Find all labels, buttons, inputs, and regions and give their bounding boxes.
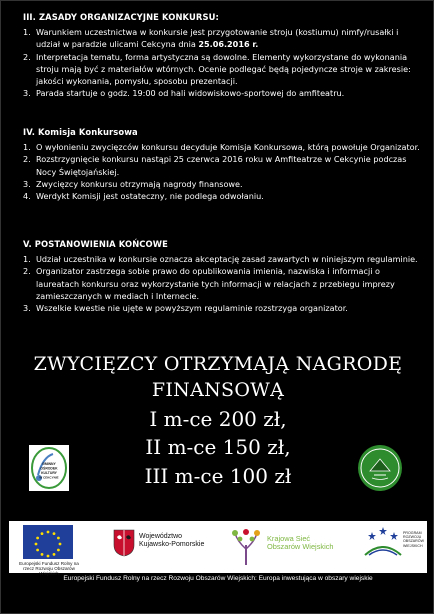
item-text: Warunkiem uczestnictwa w konkursie jest przygotowanie stroju (kostiumu) nimfy/rusałki i udział w paradzie ulicami Cekcyna dnia xyxy=(36,27,399,50)
item-text: Wszelkie kwestie nie ujęte w powyższym regulaminie rozstrzyga organizator. xyxy=(36,303,348,314)
prize-heading-2: FINANSOWĄ xyxy=(151,379,285,401)
prow-logo-icon xyxy=(363,525,403,561)
item-number: 3. xyxy=(23,178,31,189)
gok-text-4: W CEKCYNIE xyxy=(39,475,59,480)
item-number: 1. xyxy=(23,142,31,152)
sponsor-logos-band xyxy=(9,521,427,576)
coat-of-arms-icon xyxy=(113,529,135,557)
item-number: 2. xyxy=(23,51,31,62)
eu-caption: Europejski Fundusz Rolny na rzecz Rozwoju Obszarów Wiejskich xyxy=(19,561,79,576)
list-item xyxy=(23,178,423,190)
section-heading: IV. Komisja Konkursowa xyxy=(23,127,138,137)
item-number: 3. xyxy=(23,303,31,314)
prize-third-place: III m-ce 100 zł xyxy=(144,464,292,488)
list-item xyxy=(23,51,423,88)
item-number: 4. xyxy=(23,191,31,202)
ksow-label xyxy=(267,535,334,552)
section-final-provisions xyxy=(23,238,423,314)
list-item xyxy=(23,253,423,265)
gok-text-2: OŚRODEK xyxy=(40,466,58,471)
list-item xyxy=(23,141,423,153)
prize-second-place: II m-ce 150 zł, xyxy=(145,435,291,459)
gok-logo xyxy=(29,445,69,491)
item-number: 3. xyxy=(23,88,31,99)
item-text: Organizator zastrzega sobie prawo do opublikowania imienia, nazwiska i informacji o laureatach konkursu oraz wykorzystanie tych informacji w relacjach z przebiegu imprezy zamieszczanych w mediach i Internecie. xyxy=(36,266,395,301)
list-item xyxy=(23,87,423,99)
item-text: Werdykt Komisji jest ostateczny, nie podlega odwołaniu. xyxy=(36,191,264,202)
item-text: Parada startuje o godz. 19:00 od hali widowiskowo-sportowej do amfiteatru. xyxy=(36,88,345,99)
list-item xyxy=(23,302,423,314)
gok-text-3: KULTURY xyxy=(41,471,57,475)
ksow-tree-icon xyxy=(229,527,263,567)
list-item xyxy=(23,26,423,51)
item-number: 2. xyxy=(23,154,31,165)
list-item xyxy=(23,190,423,202)
footer-caption: Europejski Fundusz Rolny na rzecz Rozwoju Obszarów Wiejskich: Europa inwestująca w obszary wiejskie xyxy=(63,575,373,582)
gok-emblem-icon xyxy=(29,445,69,491)
section-heading: III. ZASADY ORGANIZACYJNE KONKURSU: xyxy=(23,12,219,22)
eu-flag-icon xyxy=(23,525,73,559)
woj-line-1: Województwo xyxy=(139,533,183,540)
item-text: Interpretacja tematu, forma artystyczna są dowolne. Elementy wykorzystane do wykonania stroju mają być z materiałów wtórnych. Ocenie podlegać będą pojedyncze stroje w zakresie: jakości wykonania, pomysłu, sposobu prezentacji. xyxy=(36,51,411,87)
ksow-line-2: Obszarów Wiejskich xyxy=(267,542,334,552)
prize-first-place: I m-ce 200 zł, xyxy=(149,407,287,431)
section-committee xyxy=(23,126,423,202)
item-number: 1. xyxy=(23,27,31,37)
woj-line-2: Kujawsko-Pomorskie xyxy=(139,541,205,548)
section-organizational-rules xyxy=(23,11,423,100)
item-number: 1. xyxy=(23,254,31,264)
list-item xyxy=(23,153,423,178)
woj-label xyxy=(139,533,204,549)
item-text: Zwycięzcy konkursu otrzymają nagrody finansowe. xyxy=(36,178,243,189)
item-text: O wyłonieniu zwycięzców konkursu decyduje Komisja Konkursowa, którą powołuje Organizator. xyxy=(36,142,420,152)
lgd-logo xyxy=(358,445,402,491)
ksow-line-1: Krajowa Sieć xyxy=(267,534,311,543)
section-heading: V. POSTANOWIENIA KOŃCOWE xyxy=(23,239,168,249)
parade-date: 25.06.2016 r. xyxy=(198,39,259,50)
lgd-emblem-icon xyxy=(358,445,402,491)
prow-caption: PROGRAM ROZWOJU OBSZARÓW WIEJSKICH xyxy=(403,531,424,548)
item-text: Rozstrzygnięcie konkursu nastąpi 25 czerwca 2016 roku w Amfiteatrze w Cekcynie podczas Nocy Świętojańskiej. xyxy=(36,154,407,177)
list-item xyxy=(23,265,423,302)
item-text: Udział uczestnika w konkursie oznacza akceptację zasad zawartych w niniejszym regulaminie. xyxy=(36,254,418,264)
item-number: 2. xyxy=(23,266,31,277)
prize-heading: ZWYCIĘZCY OTRZYMAJĄ NAGRODĘ xyxy=(33,353,403,375)
gok-text-1: GMINNY xyxy=(42,462,56,466)
